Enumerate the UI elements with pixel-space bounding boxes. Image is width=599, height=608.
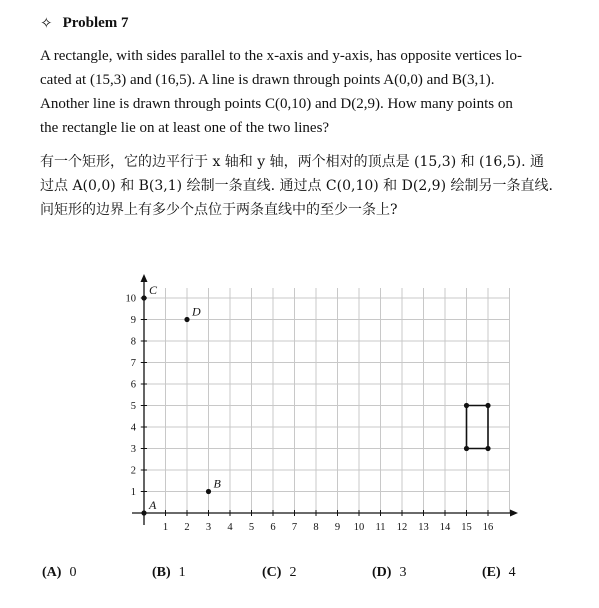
y-tick-label: 4 bbox=[130, 422, 136, 434]
point-label-d: D bbox=[192, 304, 201, 319]
choice-b[interactable]: (B) 1 bbox=[152, 565, 186, 580]
y-tick-label: 1 bbox=[130, 487, 136, 498]
point-a bbox=[141, 510, 146, 515]
point-c bbox=[141, 295, 146, 300]
statement-line: Another line is drawn through points C(0,10) and D(2,9). How many points on bbox=[40, 96, 513, 112]
y-axis-arrow bbox=[141, 274, 148, 282]
point-label-c: C bbox=[149, 283, 158, 297]
statement-line: A rectangle, with sides parallel to the x-axis and y-axis, has opposite vertices lo- bbox=[40, 48, 522, 64]
x-tick-label: 13 bbox=[418, 522, 429, 533]
x-tick-label: 1 bbox=[162, 522, 169, 533]
choice-d[interactable]: (D) 3 bbox=[372, 565, 407, 580]
x-tick-label: 7 bbox=[291, 522, 298, 533]
x-tick-label: 15 bbox=[461, 522, 472, 533]
x-axis-arrow bbox=[510, 510, 518, 517]
statement-line: cated at (15,3) and (16,5). A line is drawn through points A(0,0) and B(3,1). bbox=[40, 72, 495, 88]
rectangle-vertex bbox=[464, 403, 469, 408]
x-tick-label: 14 bbox=[439, 522, 451, 533]
y-tick-label: 2 bbox=[130, 465, 136, 477]
x-tick-label: 2 bbox=[184, 522, 190, 533]
statement-line-zh: 有一个矩形，它的边平行于 x 轴和 y 轴，两个相对的顶点是 (15,3) 和 (16,5). 通 bbox=[40, 154, 545, 170]
x-tick-label: 16 bbox=[482, 522, 494, 533]
choice-e[interactable]: (E) 4 bbox=[482, 565, 516, 580]
star-icon: ✧ bbox=[40, 16, 53, 32]
y-tick-label: 9 bbox=[130, 315, 136, 326]
x-tick-label: 5 bbox=[248, 522, 255, 533]
point-label-a: A bbox=[149, 498, 157, 512]
choice-c[interactable]: (C) 2 bbox=[262, 565, 297, 580]
problem-title: Problem 7 bbox=[62, 15, 129, 31]
rectangle-vertex bbox=[485, 446, 490, 451]
x-tick-label: 9 bbox=[334, 522, 341, 533]
x-tick-label: 3 bbox=[205, 522, 212, 533]
statement-line-zh: 问矩形的边界上有多少个点位于两条直线中的至少一条上? bbox=[40, 202, 398, 218]
choice-a[interactable]: (A) 0 bbox=[42, 565, 77, 580]
point-d bbox=[184, 317, 189, 322]
x-tick-label: 8 bbox=[313, 522, 319, 533]
y-tick-label: 8 bbox=[130, 336, 136, 348]
rectangle-vertex bbox=[485, 403, 490, 408]
x-tick-label: 10 bbox=[353, 522, 365, 533]
x-tick-label: 11 bbox=[375, 522, 386, 533]
point-b bbox=[206, 489, 211, 494]
y-tick-label: 5 bbox=[130, 401, 136, 412]
y-tick-label: 7 bbox=[130, 358, 136, 369]
point-label-b: B bbox=[213, 476, 221, 491]
x-tick-label: 12 bbox=[396, 522, 408, 533]
y-tick-label: 3 bbox=[130, 444, 136, 455]
y-tick-label: 6 bbox=[130, 379, 136, 391]
x-tick-label: 6 bbox=[270, 522, 276, 533]
statement-line: the rectangle lie on at least one of the two lines? bbox=[40, 120, 330, 136]
statement-line-zh: 过点 A(0,0) 和 B(3,1) 绘制一条直线. 通过点 C(0,10) 和 D(2,9) 绘制另一条直线. bbox=[40, 178, 553, 194]
x-tick-label: 4 bbox=[227, 522, 233, 533]
y-tick-label: 10 bbox=[125, 293, 136, 305]
rectangle-vertex bbox=[464, 446, 469, 451]
